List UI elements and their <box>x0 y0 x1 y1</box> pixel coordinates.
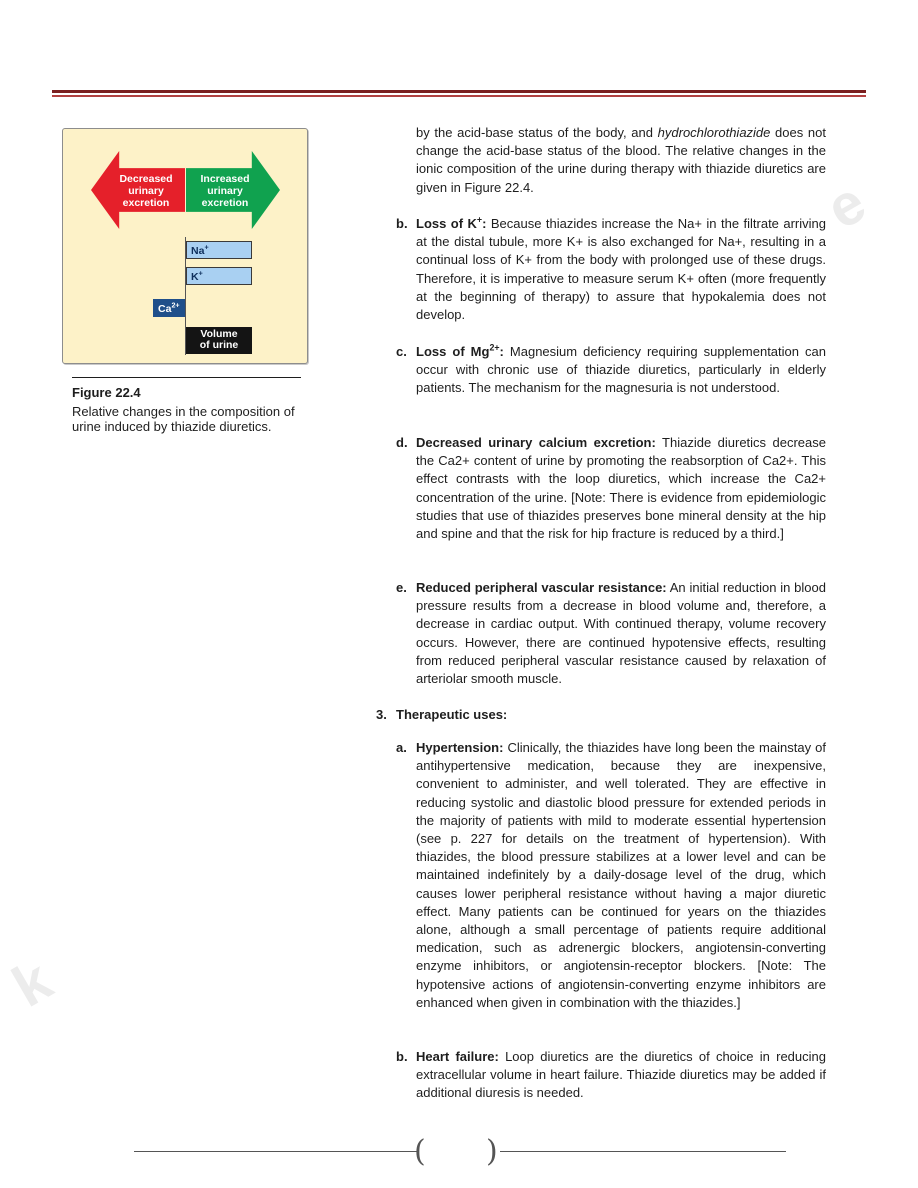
item-c-heading: Loss of Mg <box>416 344 490 359</box>
sodium-bar <box>186 241 252 259</box>
item-e-marker: e. <box>396 580 407 595</box>
footer-rule-left <box>134 1151 418 1152</box>
figure-caption-text: Relative changes in the composition of urine induced by thiazide diuretics. <box>72 404 295 434</box>
intro-paragraph <box>416 124 826 197</box>
increased-excretion-label: Increased urinary excretion <box>200 173 250 209</box>
volume-label-line2: of urine <box>199 339 239 351</box>
item-e-paragraph <box>416 579 826 688</box>
caption-rule <box>72 377 301 378</box>
potassium-charge: + <box>198 269 203 278</box>
item-d-heading: Decreased urinary calcium excretion: <box>416 435 656 450</box>
item-b-text: Because thiazides increase the Na+ in the filtrate arriving at the distal tubule, more K+ is also exchanged for Na+, resulting in a continual loss of K+ from the body with prolonged use of these drugs. Therefore, it is imperative to measure serum K+ often (more frequently at the beginning of therapy) to assure that hypokalemia does not develop. <box>416 216 826 323</box>
item-c-heading-colon: : <box>499 344 504 359</box>
footer-brace-left-icon: ( <box>414 1134 426 1169</box>
item-d-marker: d. <box>396 435 408 450</box>
calcium-bar <box>153 299 185 317</box>
item-d-text: Thiazide diuretics decrease the Ca2+ content of urine by promoting the reabsorption of Ca2+. This effect contrasts with the loop diuretics, which increase the Ca2+ concentration of the urine. [Note: There is evidence from epidemiologic studies that use of thiazides preserves bone mineral density at the hip and spine and that the risk for hip fracture is reduced by a third.] <box>416 435 826 542</box>
potassium-bar <box>186 267 252 285</box>
item-c-paragraph <box>416 343 826 398</box>
intro-text-post: does not change the acid-base status of the blood. The relative changes in the ionic composition of the urine during therapy with thiazide diuretics are given in Figure 22.4. <box>416 125 826 195</box>
figure-22-4 <box>62 128 308 364</box>
item-b-marker: b. <box>396 216 408 231</box>
item-3a-heading: Hypertension: <box>416 740 504 755</box>
section-3-title: Therapeutic uses: <box>396 707 508 722</box>
sodium-label: Na <box>191 245 205 257</box>
item-3a-text: Clinically, the thiazides have long been the mainstay of antihypertensive medication, because they are inexpensive, convenient to administer, and well tolerated. They are effective in reducing systolic and diastolic blood pressure for extended periods in the majority of patients with mild to moderate essential hypertension (see p. 227 for details on the treatment of hypertension). With thiazides, the blood pressure stabilizes at a lower level and can be maintained indefinitely by a daily-dosage level of the drug, which causes lower peripheral resistance without having a major diuretic effect. Many patients can be continued for years on the thiazides alone, although a small percentage of patients require additional medication, such as adrenergic blockers, angiotensin-converting enzyme inhibitors, or angiotensin-receptor blockers. [Note: The hypotensive actions of angiotensin-converting enzyme inhibitors are enhanced when given in combination with the thiazides.] <box>416 740 826 1010</box>
item-c-heading-sup: 2+ <box>489 342 500 353</box>
footer-brace-right-icon: ) <box>486 1134 498 1169</box>
item-b-heading: Loss of K <box>416 216 477 231</box>
watermark-fragment-icon: k <box>1 947 63 1020</box>
item-3b-marker: b. <box>396 1049 408 1064</box>
item-e-heading: Reduced peripheral vascular resistance: <box>416 580 667 595</box>
header-rule <box>52 90 866 93</box>
potassium-label: K <box>191 271 199 283</box>
volume-of-urine-bar <box>186 327 252 354</box>
intro-text-pre: by the acid-base status of the body, and <box>416 125 658 140</box>
item-b-paragraph <box>416 215 826 324</box>
volume-label-line1: Volume <box>200 328 238 340</box>
decreased-excretion-label: Decreased urinary excretion <box>119 173 173 209</box>
calcium-charge: 2+ <box>171 301 180 310</box>
figure-caption-title: Figure 22.4 <box>72 385 141 400</box>
item-d-paragraph <box>416 434 826 543</box>
footer-rule-right <box>500 1151 786 1152</box>
item-b-heading-colon: : <box>482 216 487 231</box>
item-e-text: An initial reduction in blood pressure results from a decrease in blood volume and, therefore, a decrease in cardiac output. With continued therapy, volume recovery occurs. However, there are continued hypotensive effects, resulting from reduced peripheral vascular resistance caused by relaxation of arteriolar smooth muscle. <box>416 580 826 687</box>
item-b-heading-sup: + <box>476 214 483 225</box>
header-rule-secondary <box>52 95 866 97</box>
sodium-charge: + <box>204 243 209 252</box>
item-c-marker: c. <box>396 344 407 359</box>
item-3b-text: Loop diuretics are the diuretics of choice in reducing extracellular volume in heart failure. Thiazide diuretics may be added if additional diuresis is needed. <box>416 1049 826 1101</box>
item-3a-marker: a. <box>396 740 407 755</box>
watermark-fragment-icon: e <box>815 169 877 242</box>
item-3a-paragraph <box>416 739 826 1012</box>
calcium-label: Ca <box>158 303 172 315</box>
item-3b-heading: Heart failure: <box>416 1049 499 1064</box>
section-3-marker: 3. <box>376 707 387 722</box>
item-c-text: Magnesium deficiency requiring supplementation can occur with chronic use of thiazide diuretics, particularly in elderly patients. The mechanism for the magnesuria is not understood. <box>416 344 826 396</box>
item-3b-paragraph <box>416 1048 826 1103</box>
intro-drug-name: hydrochlorothiazide <box>657 125 771 140</box>
